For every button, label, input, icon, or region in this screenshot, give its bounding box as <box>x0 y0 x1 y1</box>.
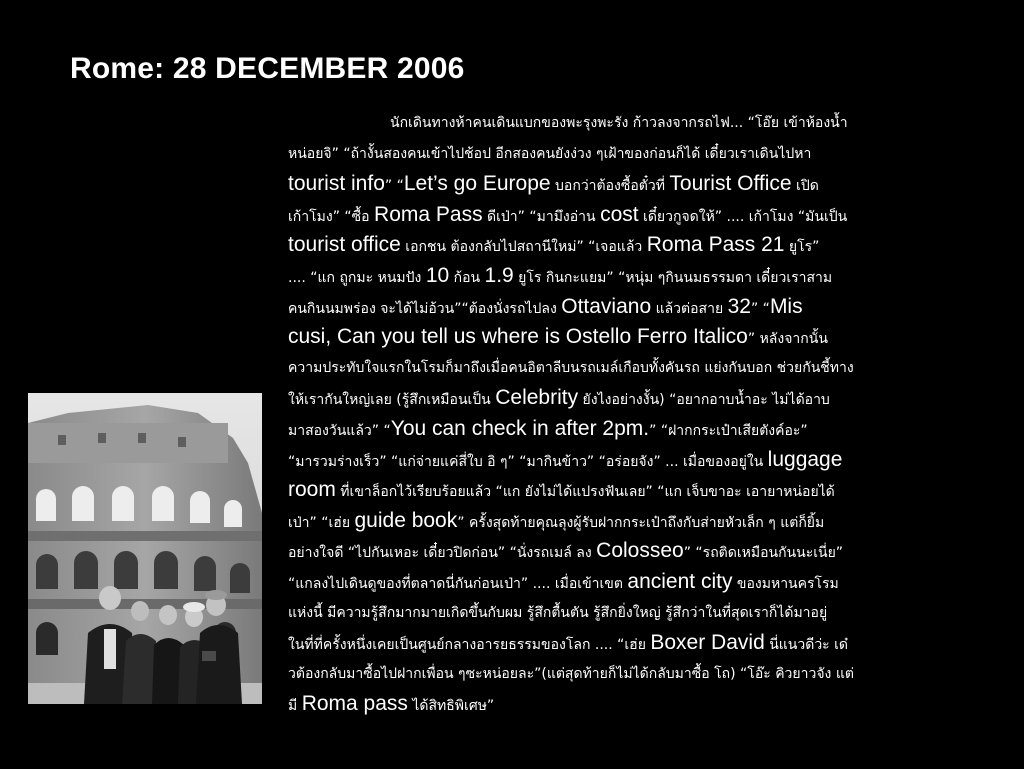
thai-text: ยูโร” <box>784 239 820 256</box>
thai-text: มี <box>288 698 302 715</box>
text-line <box>288 536 964 567</box>
english-phrase: cusi, Can you tell us where is Ostello Ferro Italico <box>288 325 748 349</box>
english-phrase: Mis <box>769 294 803 318</box>
thai-text: อย่างใจดี “ไปกันเหอะ เดี๋ยวปิดก่อน” “นั่งรถเมล์ ลง <box>288 545 597 562</box>
thai-text: ยังไงอย่างงั้น) “อยากอาบน้ำอะ ไม่ได้อาบ <box>578 392 830 409</box>
english-phrase: Celebrity <box>495 386 579 410</box>
thai-text: ” “รถติดเหมือนกันนะเนี่ย” <box>683 545 844 562</box>
english-phrase: You can check in after 2pm. <box>390 416 650 440</box>
english-phrase: Roma pass <box>301 692 408 716</box>
text-line <box>288 261 964 292</box>
thai-text: แล้วต่อสาย <box>651 300 728 317</box>
text-line <box>288 414 964 445</box>
text-line <box>288 475 964 506</box>
english-phrase: Ottaviano <box>561 294 652 318</box>
thai-text: เปิด <box>791 178 819 195</box>
english-phrase: luggage <box>767 447 843 471</box>
english-phrase: Roma Pass 21 <box>646 233 785 257</box>
text-line <box>288 689 964 720</box>
thai-text: “มารวมร่างเร็ว” “แก่จ่ายแค่สี่ใบ อิ ๆ” “มากินข้าว” “อร่อยจัง” ... เมื่อของอยู่ใน <box>288 453 768 470</box>
text-line <box>288 292 964 323</box>
english-phrase: Tourist Office <box>669 172 792 196</box>
text-line <box>288 567 964 598</box>
text-line <box>288 169 964 200</box>
thai-text: ให้เรากันใหญ่เลย (รู้สึกเหมือนเป็น <box>288 392 496 409</box>
text-line <box>288 445 964 476</box>
text-line <box>288 139 964 170</box>
text-line <box>288 506 964 537</box>
thai-text: ในที่ที่ครั้งหนึ่งเคยเป็นศูนย์กลางอารยธรรมของโลก .... “เฮ่ย <box>288 637 651 654</box>
english-phrase: cost <box>600 202 639 226</box>
thai-text: บอกว่าต้องซื้อตั๋วที่ <box>550 178 670 195</box>
thai-text: ก้อน <box>449 269 485 286</box>
thai-text: ” “ฝากกระเป๋าเสียตังค์อะ” <box>649 422 808 439</box>
text-line <box>288 230 964 261</box>
thai-text: ความประทับใจแรกในโรมก็มาถึงเมื่อคนอิตาลีบนรถเมล์เกือบทั้งคันรถ แย่งกันบอก ช่วยกันชี้ทาง <box>288 359 854 376</box>
text-line <box>288 383 964 414</box>
english-phrase: Roma Pass <box>374 202 483 226</box>
english-phrase: Let’s go Europe <box>403 172 551 196</box>
english-phrase: tourist office <box>288 233 401 257</box>
thai-text: นักเดินทางห้าคนเดินแบกของพะรุงพะรัง ก้าวลงจากรถไฟ... “โอ๊ย เข้าห้องน้ำ <box>390 115 848 131</box>
thai-text: นี่แนวดีว่ะ เด๋ <box>764 637 849 654</box>
thai-text: เก้าโมง” “ซื้อ <box>288 208 375 225</box>
text-line <box>288 322 964 353</box>
page-title: Rome: 28 DECEMBER 2006 <box>70 52 465 85</box>
thai-text: วต้องกลับมาซื้อไปฝากเพื่อน ๆซะหน่อยละ”(แต่สุดท้ายก็ไม่ได้กลับมาซื้อ โถ) “โอ๊ะ คิวยาวจัง แต่ <box>288 665 854 682</box>
thai-text: มาสองวันแล้ว” “ <box>288 422 391 439</box>
text-line <box>288 200 964 231</box>
text-line <box>288 353 964 384</box>
thai-text: ดีเป่า” “มามึงอ่าน <box>482 208 601 225</box>
thai-text: ได้สิทธิพิเศษ” <box>407 698 495 715</box>
english-phrase: tourist info <box>288 172 385 196</box>
thai-text: แห่งนี้ มีความรู้สึกมากมายเกิดขึ้นกับผม รู้สึกตื้นตัน รู้สึกยิ่งใหญ่ รู้สึกว่าในที่สุดเราก็ได้มาอยู่ <box>288 604 828 621</box>
colosseum-group-photo <box>28 393 262 704</box>
thai-text: ” หลังจากนั้น <box>747 331 828 348</box>
thai-text: เป่า” “เฮ่ย <box>288 514 355 531</box>
thai-text: ของมหานครโรม <box>732 575 839 592</box>
thai-text: คนกินนมพร่อง จะได้ไม่อ้วน”“ต้องนั่งรถไปลง <box>288 300 562 317</box>
travel-narrative <box>288 108 964 720</box>
text-line <box>288 598 964 629</box>
english-phrase: ancient city <box>627 569 733 593</box>
thai-text: ” “ <box>750 300 770 317</box>
thai-text: เดี๋ยวกูจดให้” .... เก้าโมง “มันเป็น <box>638 208 848 225</box>
text-line <box>288 659 964 690</box>
thai-text: หน่อยจิ” “ถ้างั้นสองคนเข้าไปช้อป อีกสองคนยังง่วง ๆเฝ้าของก่อนก็ได้ เดี๋ยวเราเดินไปหา <box>288 145 812 162</box>
text-line <box>288 108 964 139</box>
thai-text: เอกชน ต้องกลับไปสถานีใหม่” “เจอแล้ว <box>400 239 647 256</box>
english-phrase: Boxer David <box>650 631 765 655</box>
thai-text: “แกลงไปเดินดูของที่ตลาดนี่กันก่อนเป่า” .... เมื่อเข้าเขต <box>288 575 628 592</box>
thai-text: ที่เขาล็อกไว้เรียบร้อยแล้ว “แก ยังไม่ได้แปรงฟันเลย” “แก เจ็บขาอะ เอายาหน่อยได้ <box>335 484 835 501</box>
english-phrase: 1.9 <box>484 263 514 287</box>
english-phrase: 32 <box>727 294 751 318</box>
english-phrase: room <box>288 478 336 502</box>
english-phrase: Colosseo <box>596 539 684 563</box>
thai-text: .... “แก ถูกมะ หนมปัง <box>288 269 426 286</box>
thai-text: ” ครั้งสุดท้ายคุณลุงผู้รับฝากกระเป๋าถึงกับส่ายหัวเล็ก ๆ แต่ก็ยิ้ม <box>457 514 825 531</box>
english-phrase: guide book <box>354 508 458 532</box>
thai-text: ยูโร กินกะแยม” “หนุ่ม ๆกินนมธรรมดา เดี๋ยวเราสาม <box>513 269 833 286</box>
english-phrase: 10 <box>425 263 450 287</box>
thai-text: ” “ <box>384 178 404 195</box>
text-line <box>288 628 964 659</box>
